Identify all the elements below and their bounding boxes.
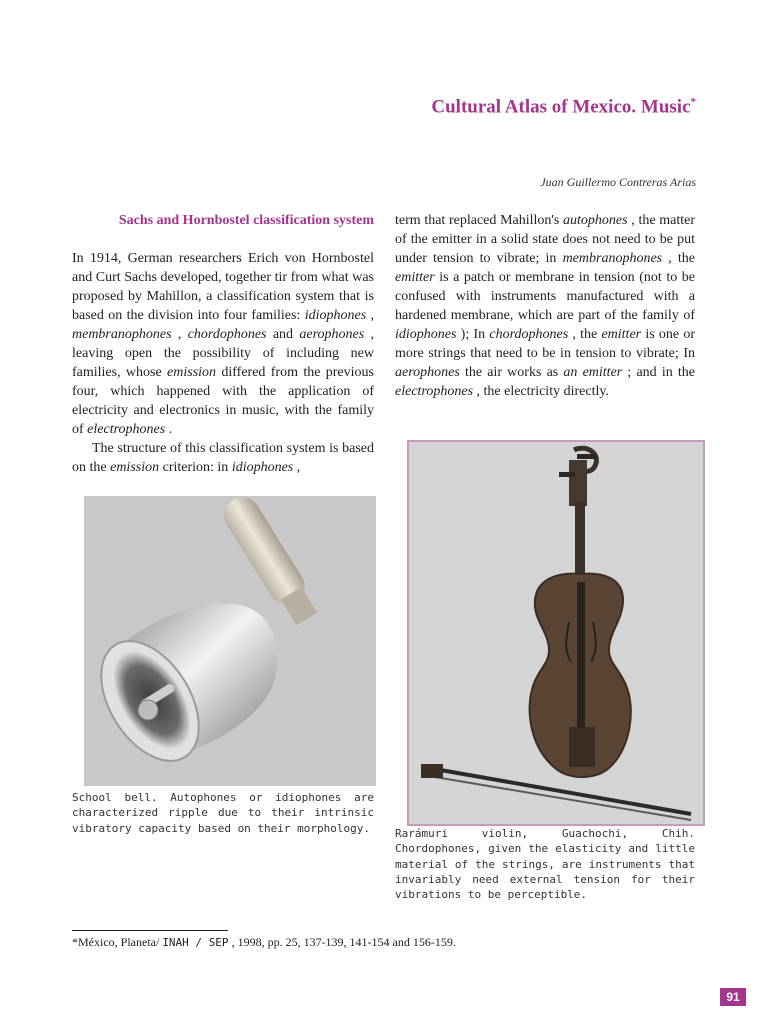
section-heading: Sachs and Hornbostel classification system [118, 213, 374, 228]
italic-term: idiophones [304, 308, 367, 323]
text-run: term that replaced Mahillon's [395, 213, 564, 228]
text-run: the air works as [459, 365, 564, 380]
text-run: criterion: in [159, 460, 232, 475]
italic-term: membranophones [72, 327, 172, 342]
left-text-column [72, 249, 374, 477]
text-run: differed from the previous four, which happened with the application of electricity and electronics in music, with the family of [72, 365, 374, 437]
italic-term: aerophones [299, 327, 365, 342]
text-run: , the electricity directly. [473, 384, 609, 399]
text-run: The structure of this classification system is based on the [72, 441, 374, 475]
bell-caption: School bell. Autophones or idiophones are characterized ripple due to their intrinsic vibratory capacity based on their morphology. [72, 791, 374, 835]
italic-term: emitter [601, 327, 642, 342]
italic-term: membranophones [562, 251, 663, 266]
raramuri-violin-photo [407, 440, 705, 826]
text-run: , [171, 327, 188, 342]
italic-term: emission [110, 460, 160, 475]
footnote: *México, Planeta/ INAH / SEP , 1998, pp. 25, 137-139, 141-154 and 156-159. [72, 935, 456, 949]
italic-term: idiophones [231, 460, 294, 475]
italic-term: idiophones [395, 327, 457, 342]
italic-term: autophones [563, 213, 628, 228]
paragraph [72, 249, 374, 439]
text-run: is a patch or membrane in tension (not to be confused with instruments manufactured with a hardened membrane, which are part of the family of [395, 270, 695, 323]
italic-term: emission [167, 365, 217, 380]
italic-term: emitter [395, 270, 435, 285]
italic-term: aerophones [395, 365, 460, 380]
italic-term: electrophones [395, 384, 474, 399]
right-text-column [395, 211, 695, 401]
paragraph [395, 211, 695, 401]
violin-caption: Rarámuri violin, Guachochi, Chih. Chordophones, given the elasticity and little material of the strings, are instruments that invariably need external tension for their vibrations to be perceptible. [395, 827, 695, 902]
italic-term: chordophones [187, 327, 267, 342]
text-run: , the [568, 327, 602, 342]
text-run: , [293, 460, 301, 475]
text-run: , [366, 308, 375, 323]
text-run: In 1914, German researchers Erich von Hornbostel and Curt Sachs developed, together tir from what was proposed by Mahillon, a classification system that is based on the division into four families: [72, 251, 374, 323]
text-run: , the matter of the emitter in a solid state does not need to be put under tension to vibrate; in [395, 213, 695, 266]
text-run: , the [662, 251, 695, 266]
text-run: . [165, 422, 173, 437]
text-run: ; and in the [622, 365, 695, 380]
page-title: Cultural Atlas of Mexico. Music* [431, 96, 696, 118]
text-run: , leaving open the possibility of including new families, whose [72, 327, 375, 380]
paragraph [72, 439, 374, 477]
footnote-rule [72, 930, 228, 931]
italic-term: chordophones [489, 327, 569, 342]
italic-term: electrophones [87, 422, 166, 437]
page-number-badge: 91 [720, 988, 746, 1006]
text-run: ); In [456, 327, 490, 342]
text-run: and [266, 327, 300, 342]
school-bell-photo [84, 496, 376, 786]
author-name: Juan Guillermo Contreras Arias [540, 175, 696, 189]
italic-term: an emitter [563, 365, 623, 380]
text-run: is one or more strings that need to be in tension to vibrate; In [395, 327, 696, 361]
